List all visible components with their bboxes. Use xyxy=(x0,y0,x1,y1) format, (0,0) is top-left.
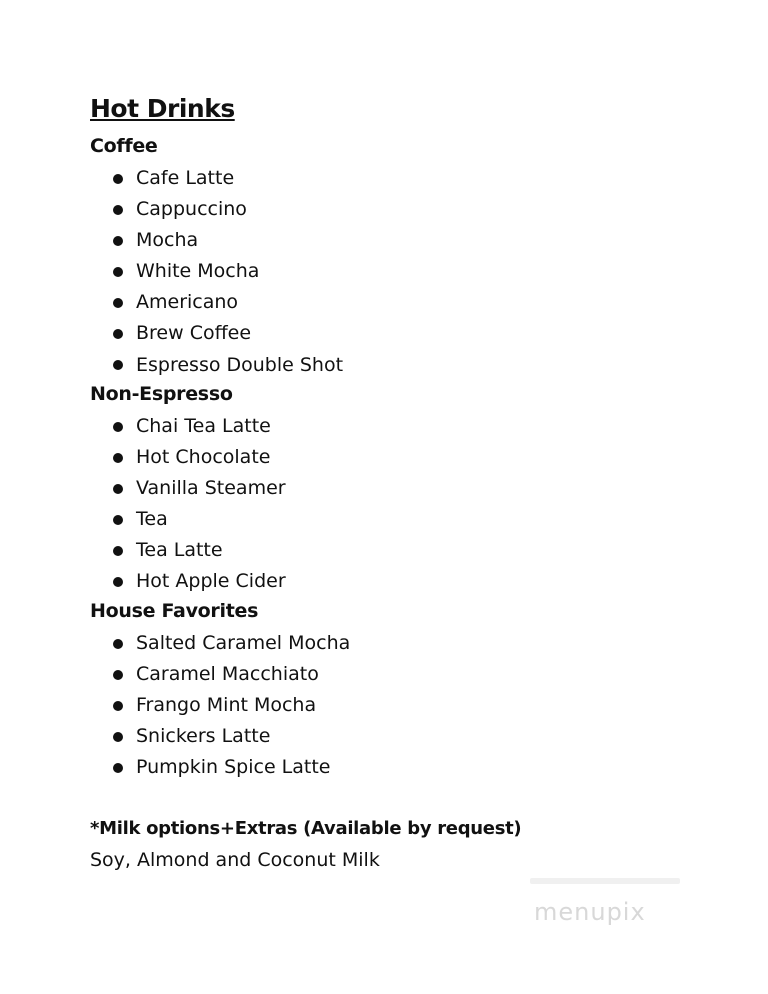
item-label: Espresso Double Shot xyxy=(136,353,344,376)
section-heading-house-favorites: House Favorites xyxy=(90,600,259,622)
bullet-icon xyxy=(113,546,123,556)
section-heading-non-espresso: Non-Espresso xyxy=(90,383,233,405)
bullet-icon xyxy=(113,267,123,277)
list-item xyxy=(113,659,350,690)
list-item xyxy=(113,566,286,597)
watermark-bar xyxy=(530,878,680,884)
list-item xyxy=(113,411,286,442)
item-label: Brew Coffee xyxy=(136,322,252,345)
non-espresso-list xyxy=(113,411,286,598)
section-heading-coffee: Coffee xyxy=(90,135,158,157)
item-label: Snickers Latte xyxy=(136,725,271,748)
item-label: Hot Apple Cider xyxy=(136,570,286,593)
bullet-icon xyxy=(113,701,123,711)
item-label: Salted Caramel Mocha xyxy=(136,632,351,654)
bullet-icon xyxy=(113,639,123,649)
bullet-icon xyxy=(113,298,123,308)
bullet-icon xyxy=(113,205,123,215)
milk-options-list: Soy, Almond and Coconut Milk xyxy=(90,849,380,871)
milk-options-note: *Milk options+Extras (Available by request) xyxy=(90,818,522,839)
item-label: Caramel Macchiato xyxy=(136,663,319,686)
item-label: Americano xyxy=(136,291,239,314)
list-item xyxy=(113,256,343,287)
bullet-icon xyxy=(113,670,123,680)
house-favorites-list xyxy=(113,628,350,783)
list-item xyxy=(113,690,350,721)
item-label: Hot Chocolate xyxy=(136,446,271,469)
item-label: Pumpkin Spice Latte xyxy=(136,756,331,779)
list-item xyxy=(113,287,343,318)
list-item xyxy=(113,318,343,349)
list-item xyxy=(113,535,286,566)
item-label: Tea xyxy=(136,508,168,531)
list-item xyxy=(113,350,343,381)
list-item xyxy=(113,628,350,659)
bullet-icon xyxy=(113,360,123,370)
bullet-icon xyxy=(113,174,123,184)
bullet-icon xyxy=(113,732,123,742)
bullet-icon xyxy=(113,515,123,525)
bullet-icon xyxy=(113,763,123,773)
item-label: Frango Mint Mocha xyxy=(136,694,317,717)
item-label: Mocha xyxy=(136,229,199,252)
item-label: White Mocha xyxy=(136,260,260,283)
item-label: Cafe Latte xyxy=(136,167,235,189)
item-label: Cappuccino xyxy=(136,198,247,221)
page-title: Hot Drinks xyxy=(90,94,235,123)
watermark-logo: menupix xyxy=(534,898,646,926)
list-item xyxy=(113,442,286,473)
list-item xyxy=(113,721,350,752)
bullet-icon xyxy=(113,329,123,339)
bullet-icon xyxy=(113,422,123,432)
item-label: Chai Tea Latte xyxy=(136,415,271,437)
bullet-icon xyxy=(113,484,123,494)
list-item xyxy=(113,163,343,194)
bullet-icon xyxy=(113,577,123,587)
list-item xyxy=(113,473,286,504)
bullet-icon xyxy=(113,453,123,463)
bullet-icon xyxy=(113,236,123,246)
coffee-list xyxy=(113,163,343,381)
list-item xyxy=(113,194,343,225)
item-label: Vanilla Steamer xyxy=(136,477,286,500)
list-item xyxy=(113,225,343,256)
list-item xyxy=(113,752,350,783)
item-label: Tea Latte xyxy=(136,539,223,562)
list-item xyxy=(113,504,286,535)
